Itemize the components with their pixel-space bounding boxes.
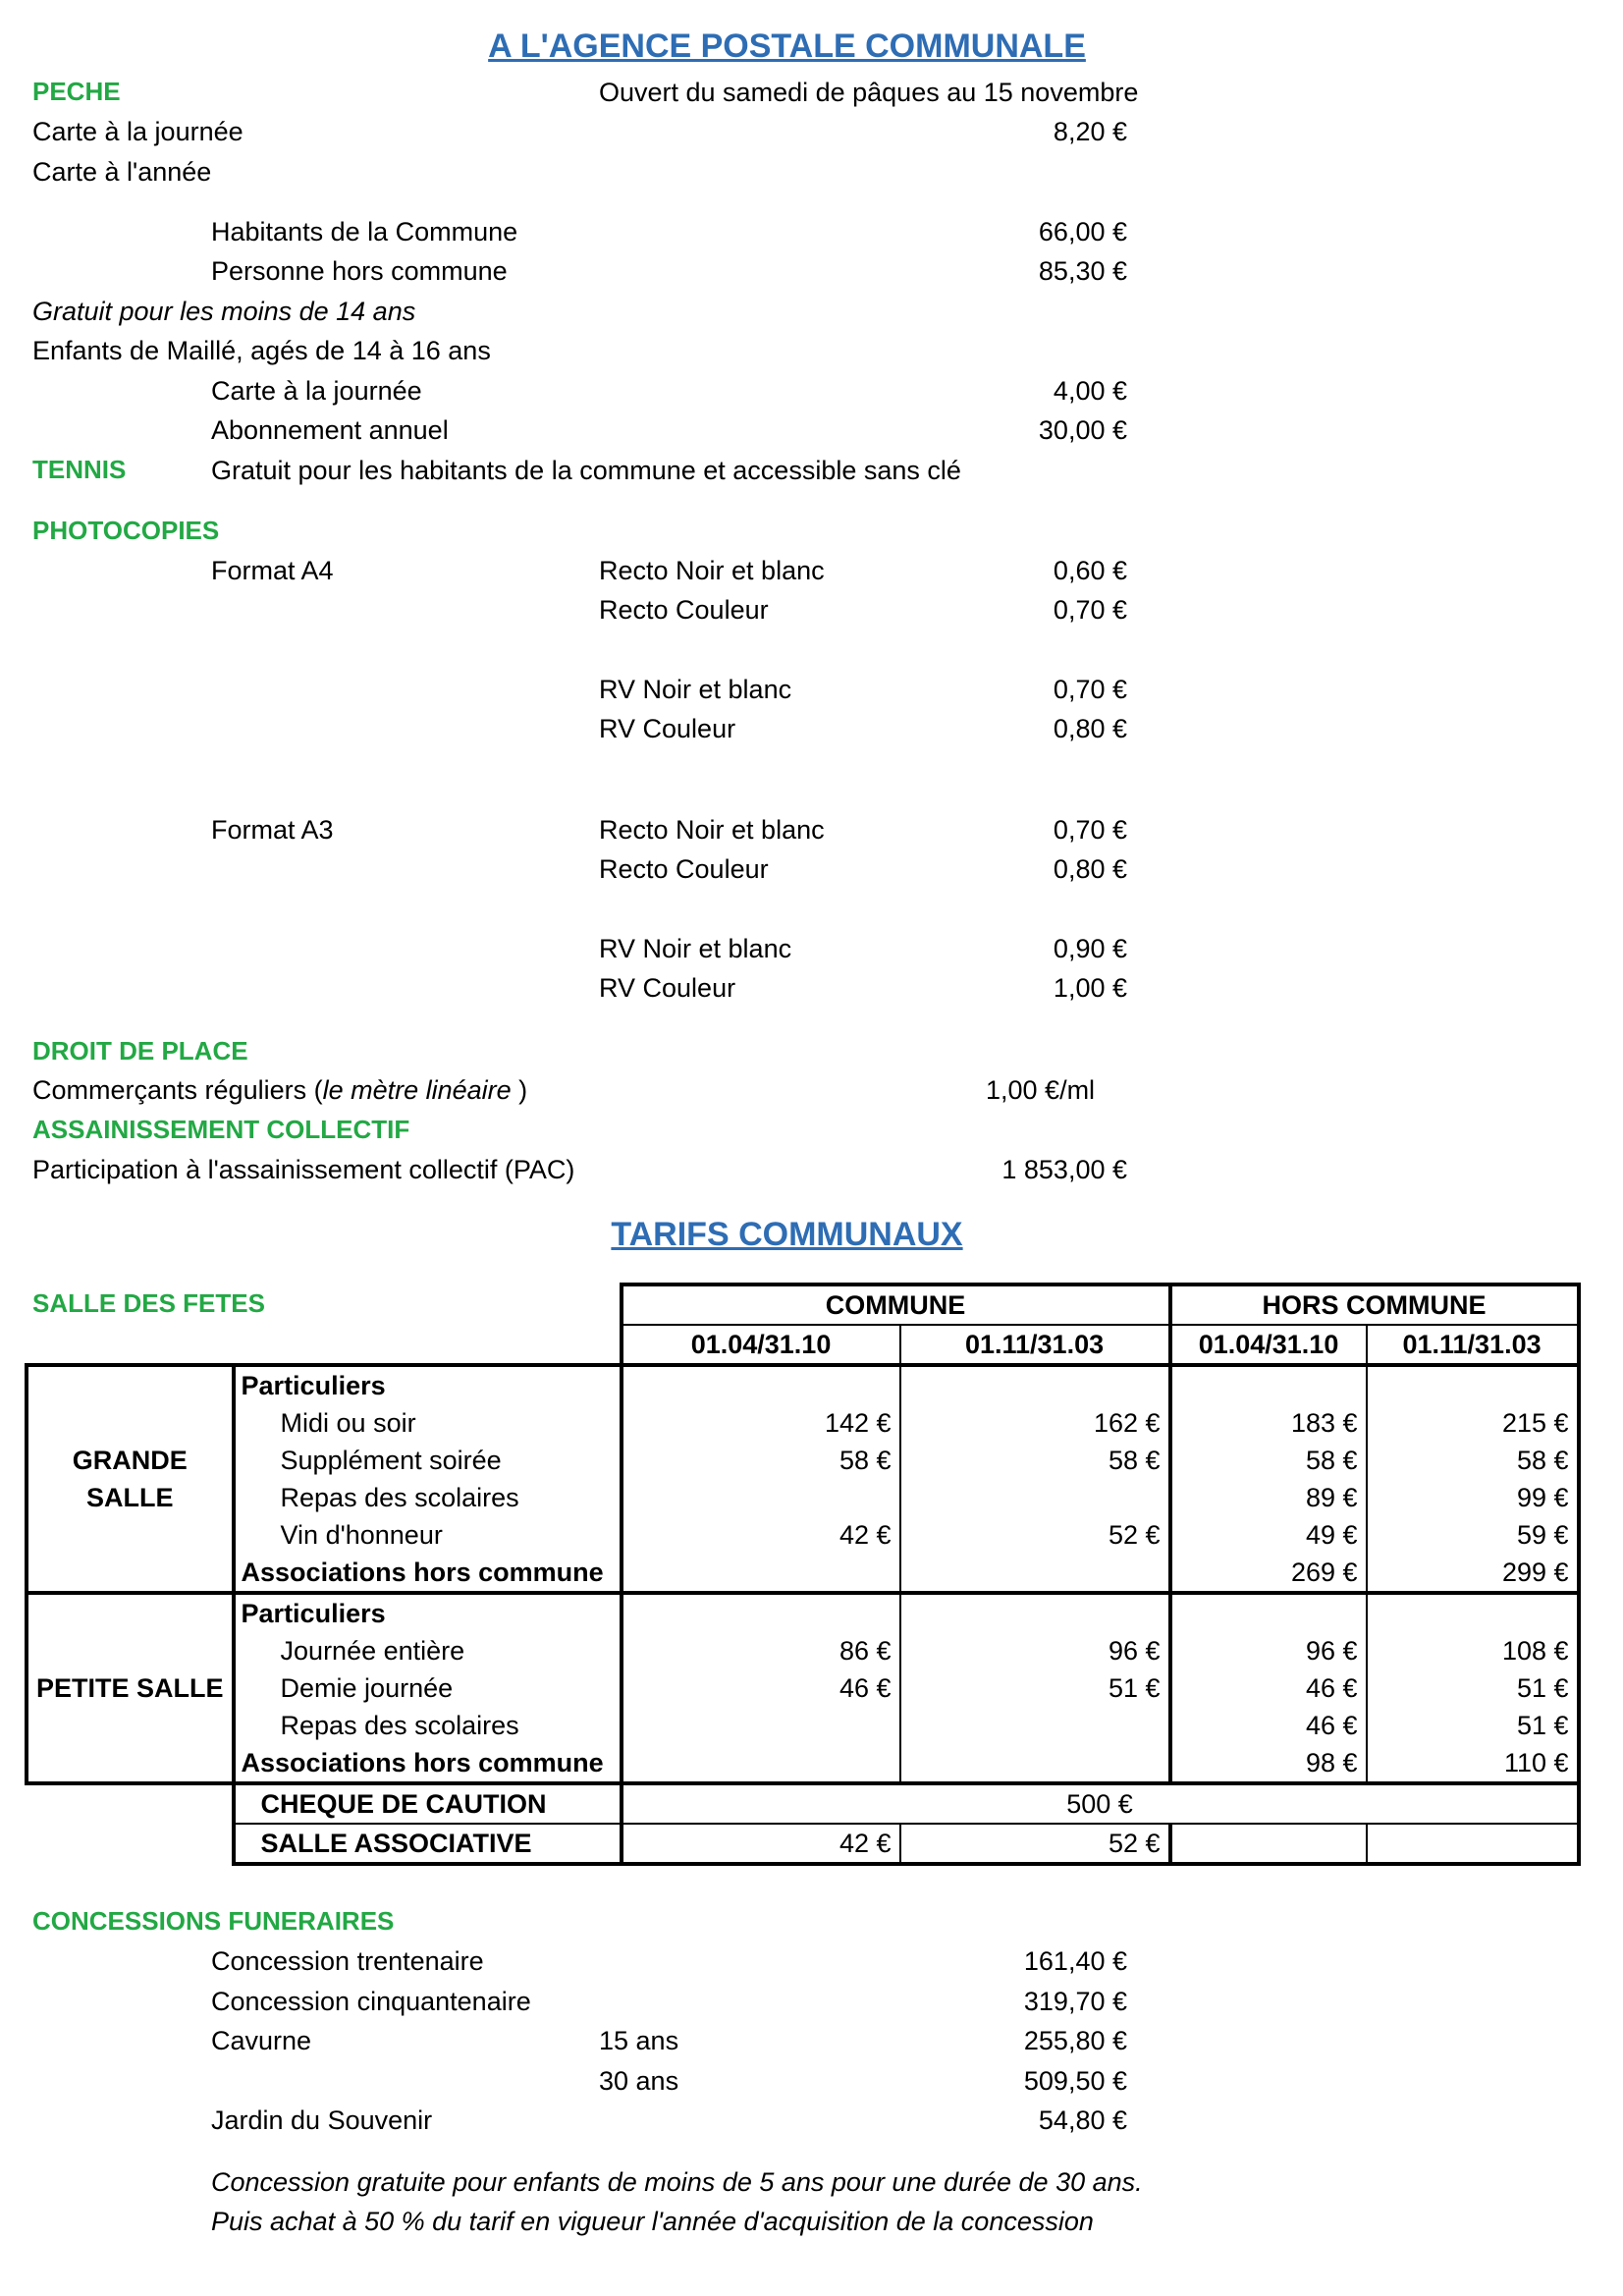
associations-label: Associations hors commune: [234, 1554, 622, 1593]
cell-value: 52 €: [900, 1824, 1170, 1864]
peche-gratuit-note: Gratuit pour les moins de 14 ans: [32, 297, 416, 326]
section-heading-salle: SALLE DES FETES: [32, 1288, 265, 1318]
section-heading-tennis: TENNIS: [32, 455, 127, 484]
peche-opening: Ouvert du samedi de pâques au 15 novembre: [599, 78, 1139, 107]
section-heading-droit-place: DROIT DE PLACE: [32, 1036, 248, 1066]
salle-tarifs-table: [25, 1283, 1581, 1866]
cell-value: 183 €: [1170, 1404, 1367, 1442]
associations-label: Associations hors commune: [234, 1744, 622, 1783]
cell-value: 58 €: [900, 1442, 1170, 1479]
photocopy-label: Recto Noir et blanc: [599, 815, 825, 845]
peche-enf-annuel: Abonnement annuel: [211, 415, 449, 445]
price: 0,70 €: [1053, 675, 1127, 704]
concession-label: Concession trentenaire: [211, 1946, 484, 1976]
cell-value: 110 €: [1367, 1744, 1579, 1783]
cell-value: [1170, 1824, 1367, 1864]
cell-value: 58 €: [622, 1442, 900, 1479]
price: 0,80 €: [1053, 714, 1127, 743]
row-label: Repas des scolaires: [234, 1479, 622, 1516]
salle-associative-label: SALLE ASSOCIATIVE: [234, 1824, 622, 1864]
cell-value: 98 €: [1170, 1744, 1367, 1783]
header-period: 01.04/31.10: [622, 1325, 900, 1365]
cell-value: 299 €: [1367, 1554, 1579, 1593]
cell-value: 46 €: [1170, 1707, 1367, 1744]
row-label: Vin d'honneur: [234, 1516, 622, 1554]
cell-value: [1367, 1824, 1579, 1864]
photocopy-label: Recto Couleur: [599, 854, 769, 884]
cell-value: 89 €: [1170, 1479, 1367, 1516]
cell-value: [900, 1707, 1170, 1744]
price: 0,80 €: [1053, 854, 1127, 884]
cell-value: 162 €: [900, 1404, 1170, 1442]
photocopy-label: Recto Couleur: [599, 595, 769, 625]
cell-value: 58 €: [1170, 1442, 1367, 1479]
photocopy-label: RV Noir et blanc: [599, 934, 792, 963]
cell-value: 46 €: [622, 1669, 900, 1707]
format-a3: Format A3: [211, 815, 334, 845]
cell-value: 86 €: [622, 1632, 900, 1669]
concession-label: Concession cinquantenaire: [211, 1987, 531, 2016]
price: 1 853,00 €: [1001, 1155, 1127, 1184]
peche-habitants: Habitants de la Commune: [211, 217, 518, 246]
cell-value: 108 €: [1367, 1632, 1579, 1669]
cell-value: 99 €: [1367, 1479, 1579, 1516]
peche-hors-commune: Personne hors commune: [211, 256, 508, 286]
cell-value: [900, 1554, 1170, 1593]
row-label: Midi ou soir: [234, 1404, 622, 1442]
droit-price: 1,00 €/ml: [986, 1075, 1096, 1105]
cell-value: 269 €: [1170, 1554, 1367, 1593]
header-hors-commune: HORS COMMUNE: [1170, 1285, 1579, 1325]
tennis-text: Gratuit pour les habitants de la commune et accessible sans clé: [211, 456, 961, 485]
caution-value: 500 €: [622, 1783, 1579, 1824]
price: 30,00 €: [1038, 415, 1127, 445]
grande-salle-label: GRANDE SALLE: [27, 1365, 234, 1593]
concession-label: Jardin du Souvenir: [211, 2105, 433, 2135]
price: 8,20 €: [1053, 117, 1127, 146]
cell-value: [622, 1707, 900, 1744]
photocopy-label: RV Noir et blanc: [599, 675, 792, 704]
concession-duration: 30 ans: [599, 2066, 679, 2096]
row-label: Repas des scolaires: [234, 1707, 622, 1744]
photocopy-label: RV Couleur: [599, 973, 736, 1003]
concession-label: Cavurne: [211, 2026, 312, 2055]
cell-value: 96 €: [1170, 1632, 1367, 1669]
assainissement-label: Participation à l'assainissement collectif (PAC): [32, 1155, 575, 1184]
price: 161,40 €: [1023, 1946, 1127, 1976]
header-commune: COMMUNE: [622, 1285, 1170, 1325]
photocopy-label: Recto Noir et blanc: [599, 556, 825, 585]
cell-value: 46 €: [1170, 1669, 1367, 1707]
section-title-tarifs: TARIFS COMMUNAUX: [611, 1216, 963, 1253]
price: 0,60 €: [1053, 556, 1127, 585]
concession-note: Puis achat à 50 % du tarif en vigueur l'année d'acquisition de la concession: [211, 2207, 1094, 2236]
cell-value: [622, 1554, 900, 1593]
row-label: Journée entière: [234, 1632, 622, 1669]
section-heading-peche: PECHE: [32, 77, 121, 106]
cell-value: 142 €: [622, 1404, 900, 1442]
header-period: 01.11/31.03: [1367, 1325, 1579, 1365]
droit-label: Commerçants réguliers (le mètre linéaire ): [32, 1075, 528, 1105]
section-heading-concessions: CONCESSIONS FUNERAIRES: [32, 1906, 395, 1936]
peche-carte-jour: Carte à la journée: [32, 117, 243, 146]
cell-value: 51 €: [1367, 1707, 1579, 1744]
cell-value: 42 €: [622, 1516, 900, 1554]
price: 54,80 €: [1038, 2105, 1127, 2135]
cell-value: 215 €: [1367, 1404, 1579, 1442]
row-label: Supplément soirée: [234, 1442, 622, 1479]
cell-value: 52 €: [900, 1516, 1170, 1554]
cell-value: 49 €: [1170, 1516, 1367, 1554]
particuliers-label: Particuliers: [234, 1365, 622, 1404]
cell-value: 58 €: [1367, 1442, 1579, 1479]
photocopy-label: RV Couleur: [599, 714, 736, 743]
header-period: 01.04/31.10: [1170, 1325, 1367, 1365]
price: 85,30 €: [1038, 256, 1127, 286]
price: 255,80 €: [1023, 2026, 1127, 2055]
concession-duration: 15 ans: [599, 2026, 679, 2055]
cell-value: 42 €: [622, 1824, 900, 1864]
price: 509,50 €: [1023, 2066, 1127, 2096]
section-heading-photocopies: PHOTOCOPIES: [32, 516, 220, 545]
price: 0,70 €: [1053, 595, 1127, 625]
price: 0,90 €: [1053, 934, 1127, 963]
particuliers-label: Particuliers: [234, 1593, 622, 1632]
concession-note: Concession gratuite pour enfants de moins de 5 ans pour une durée de 30 ans.: [211, 2167, 1143, 2197]
price: 4,00 €: [1053, 376, 1127, 406]
cell-value: 51 €: [1367, 1669, 1579, 1707]
cell-value: 59 €: [1367, 1516, 1579, 1554]
row-label: Demie journée: [234, 1669, 622, 1707]
cell-value: [900, 1744, 1170, 1783]
cell-value: [622, 1479, 900, 1516]
cell-value: 96 €: [900, 1632, 1170, 1669]
price: 319,70 €: [1023, 1987, 1127, 2016]
peche-enf-jour: Carte à la journée: [211, 376, 422, 406]
page-title: A L'AGENCE POSTALE COMMUNALE: [488, 27, 1086, 65]
cell-value: 51 €: [900, 1669, 1170, 1707]
cell-value: [622, 1744, 900, 1783]
format-a4: Format A4: [211, 556, 334, 585]
peche-carte-annee: Carte à l'année: [32, 157, 212, 187]
petite-salle-label: PETITE SALLE: [27, 1593, 234, 1783]
price: 0,70 €: [1053, 815, 1127, 845]
peche-enfants: Enfants de Maillé, agés de 14 à 16 ans: [32, 336, 491, 365]
caution-label: CHEQUE DE CAUTION: [234, 1783, 622, 1824]
price: 1,00 €: [1053, 973, 1127, 1003]
header-period: 01.11/31.03: [900, 1325, 1170, 1365]
price: 66,00 €: [1038, 217, 1127, 246]
cell-value: [900, 1479, 1170, 1516]
section-heading-assainissement: ASSAINISSEMENT COLLECTIF: [32, 1115, 410, 1144]
